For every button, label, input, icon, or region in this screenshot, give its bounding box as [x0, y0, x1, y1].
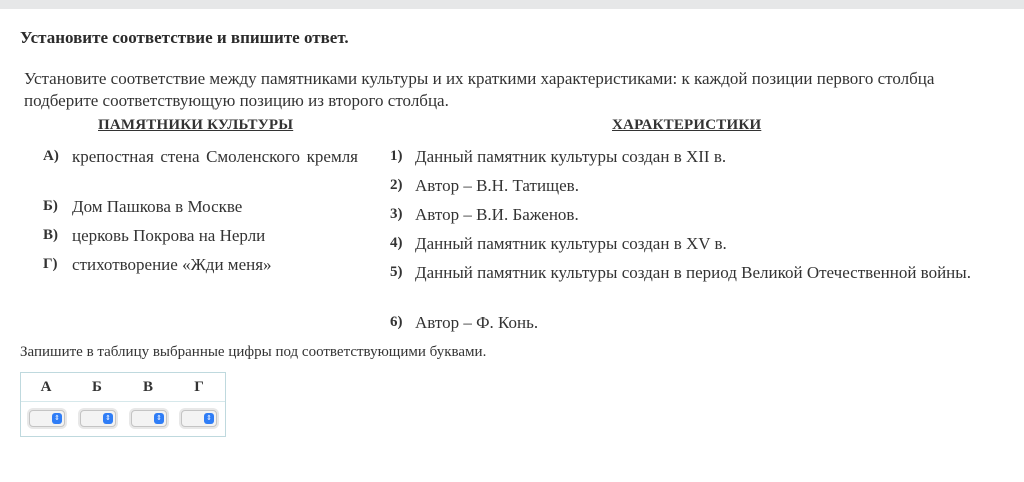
answer-table-divider [21, 401, 225, 402]
item-text: Автор – В.Н. Татищев. [415, 176, 579, 195]
task-instructions: Установите соответствие между памятниками культуры и их краткими характеристиками: к каждой позиции первого столбца подберите соответствующую позицию из второго столбца. [24, 69, 935, 110]
item-letter: А) [43, 148, 59, 164]
item-text: церковь Покрова на Нерли [72, 226, 266, 245]
item-letter: Б) [43, 198, 58, 214]
item-number: 6) [390, 314, 403, 330]
right-column-header: ХАРАКТЕРИСТИКИ [612, 117, 762, 133]
item-text: Данный памятник культуры создан в XV в. [415, 234, 727, 253]
answer-letter-v: В [142, 379, 153, 395]
answer-select-g[interactable] [181, 410, 217, 427]
left-column-header: ПАМЯТНИКИ КУЛЬТУРЫ [98, 117, 294, 133]
item-text: Автор – Ф. Конь. [415, 313, 539, 332]
answer-letter-a: А [40, 379, 52, 395]
top-bar [0, 0, 1024, 9]
answer-select-v[interactable] [131, 410, 167, 427]
item-text: Дом Пашкова в Москве [72, 197, 243, 216]
item-text: Данный памятник культуры создан в XII в. [415, 147, 727, 166]
updown-arrows-icon: ⇕ [204, 413, 214, 424]
answer-select-a[interactable] [29, 410, 65, 427]
updown-arrows-icon: ⇕ [154, 413, 164, 424]
item-text: Автор – В.И. Баженов. [415, 205, 579, 224]
item-number: 1) [390, 148, 403, 164]
item-letter: В) [43, 227, 58, 243]
answer-letter-g: Г [194, 379, 204, 395]
task-title: Установите соответствие и впишите ответ. [20, 28, 349, 47]
answer-instruction: Запишите в таблицу выбранные цифры под соответствующими буквами. [20, 344, 487, 360]
item-text: Данный памятник культуры создан в период Великой Отечественной войны. [415, 263, 971, 282]
updown-arrows-icon: ⇕ [52, 413, 62, 424]
item-text: крепостная стена Смоленского кремля [72, 147, 358, 166]
updown-arrows-icon: ⇕ [103, 413, 113, 424]
item-number: 4) [390, 235, 403, 251]
item-number: 5) [390, 264, 403, 280]
answer-table [20, 372, 226, 437]
item-text: стихотворение «Жди меня» [72, 255, 272, 274]
answer-select-b[interactable] [80, 410, 116, 427]
item-number: 3) [390, 206, 403, 222]
item-number: 2) [390, 177, 403, 193]
answer-letter-b: Б [92, 379, 102, 395]
item-letter: Г) [43, 256, 58, 272]
